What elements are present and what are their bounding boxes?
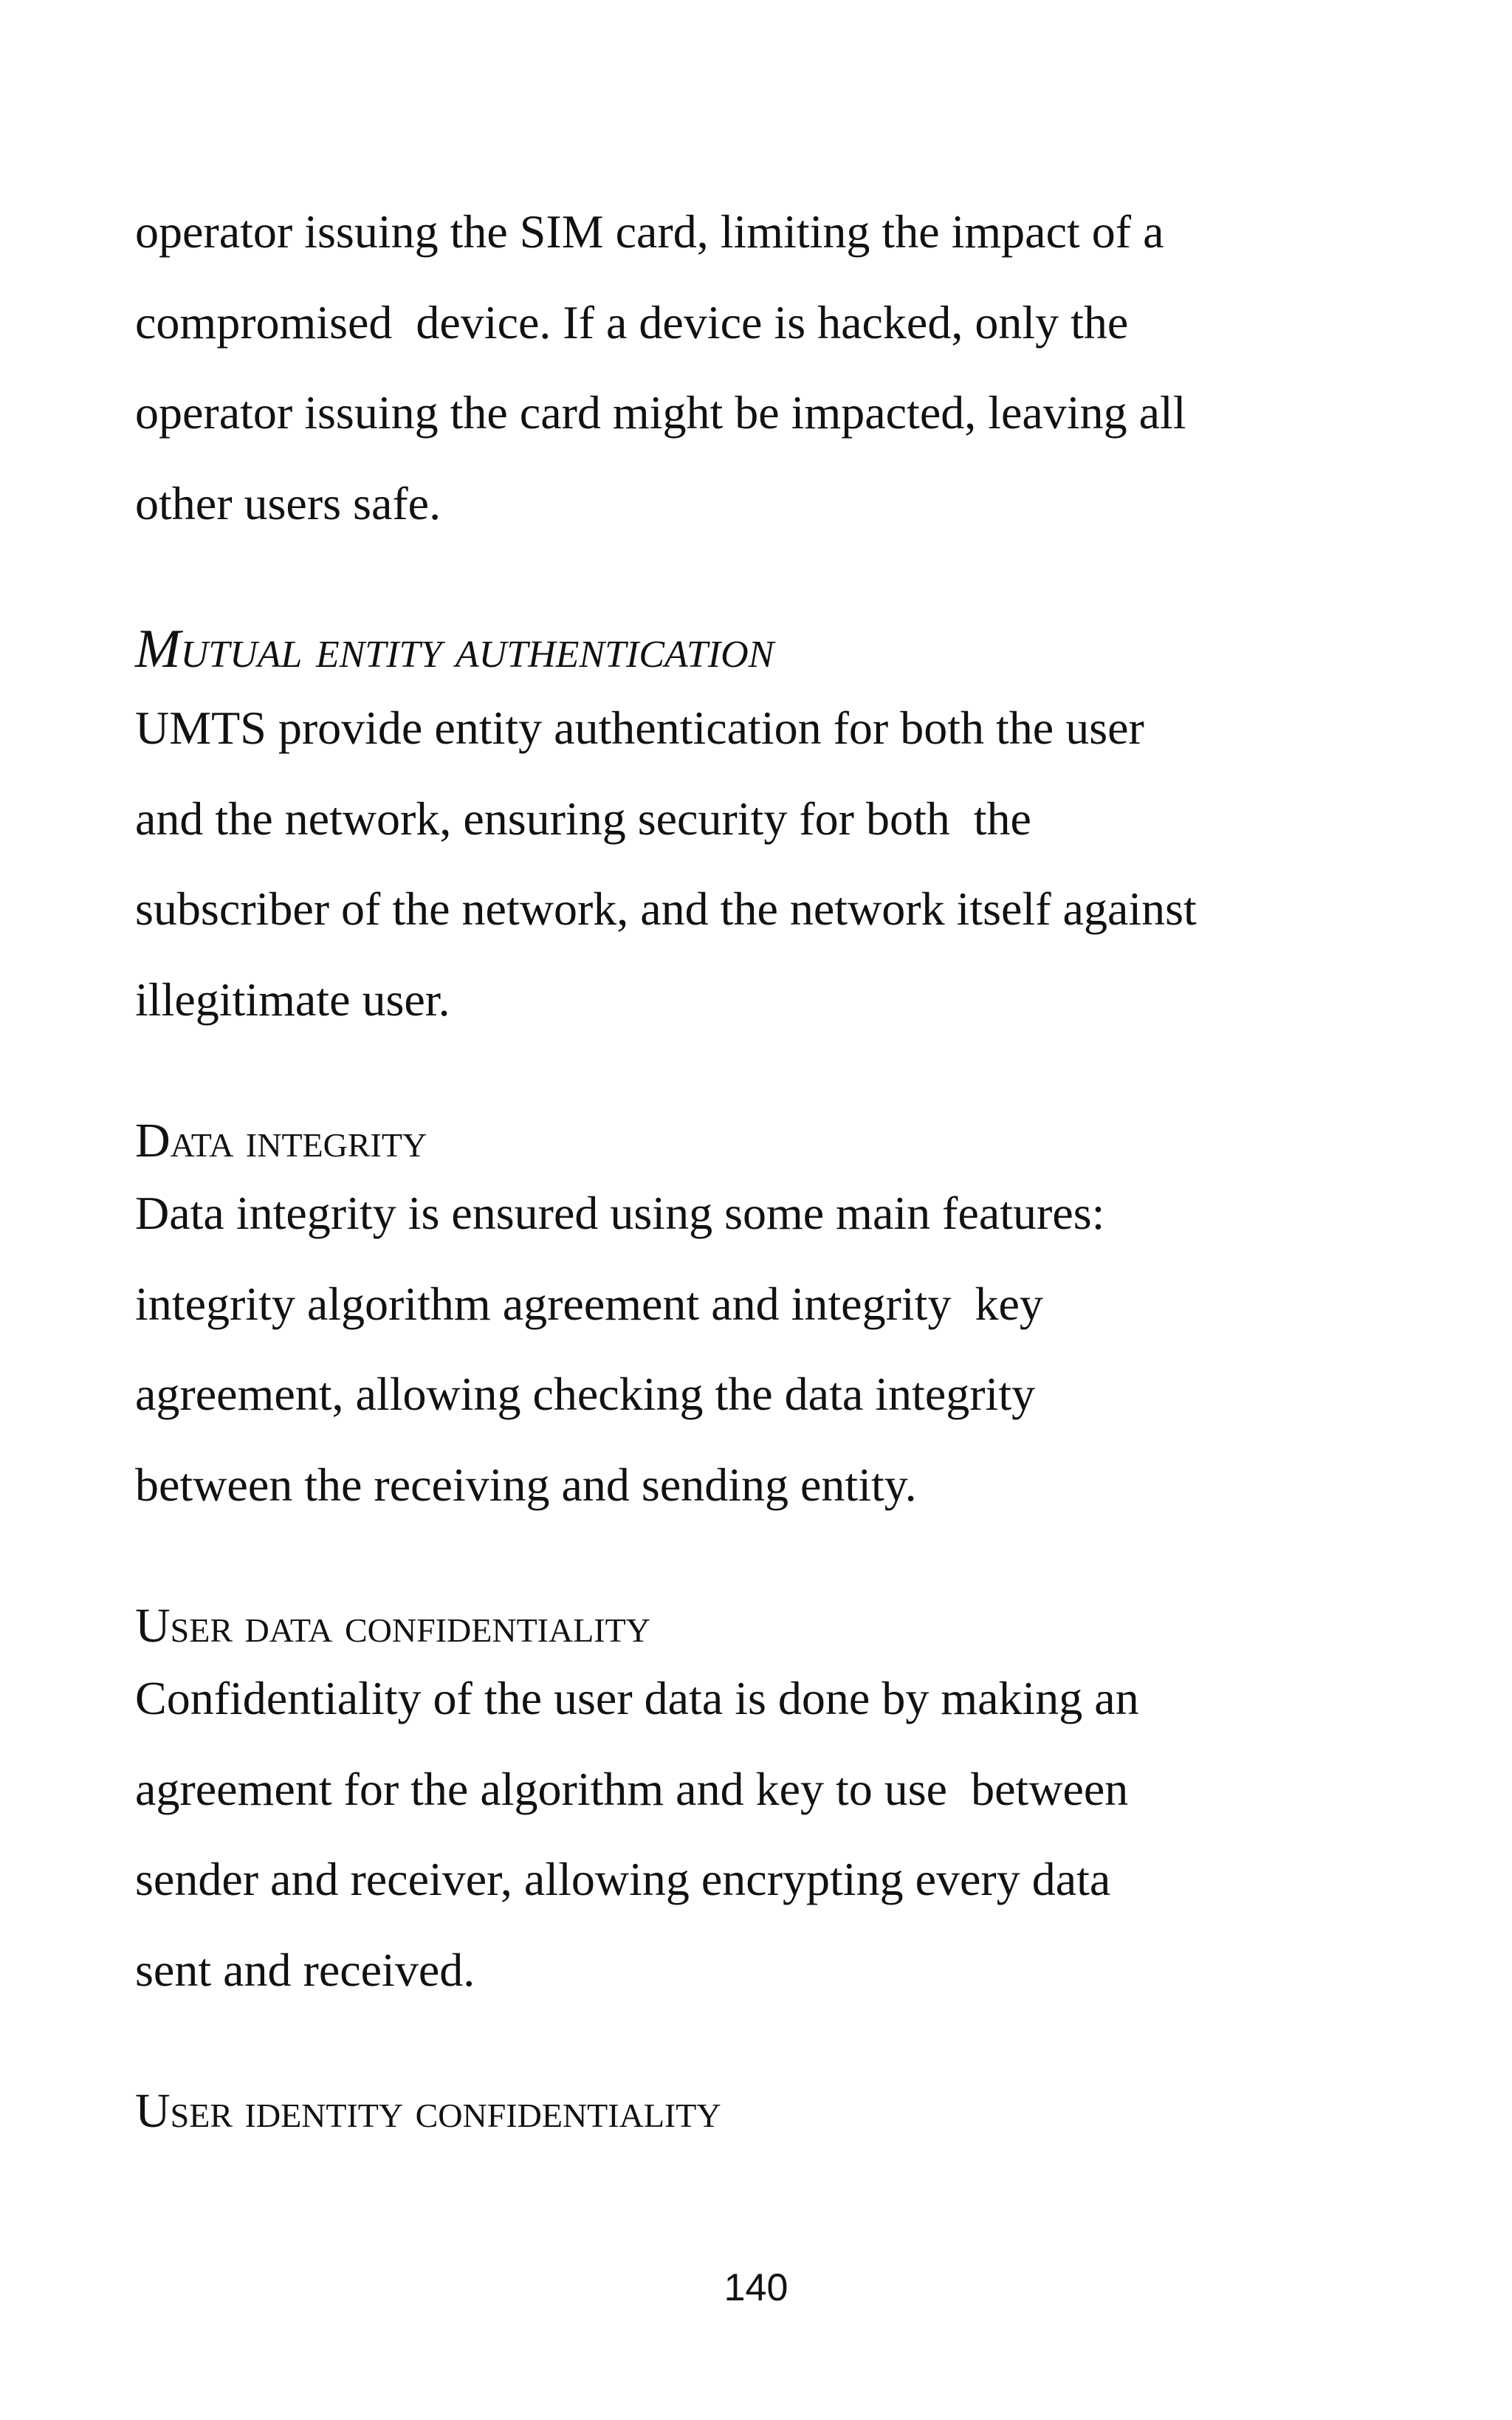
paragraph-mutual-authentication [135, 683, 1405, 1046]
heading-user-data-confidentiality: User data confidentiality [135, 1599, 650, 1653]
text-line: Confidentiality of the user data is done by making an [135, 1672, 1139, 1724]
heading-data-integrity: Data integrity [135, 1114, 427, 1168]
text-line: agreement for the algorithm and key to use between [135, 1762, 1129, 1815]
text-line: compromised device. If a device is hacked, only the [135, 295, 1129, 349]
heading-mutual-entity-authentication: Mutual entity authentication [135, 619, 774, 679]
text-line: operator issuing the card might be impacted, leaving all [135, 386, 1186, 439]
text-line: illegitimate user. [135, 973, 450, 1026]
text-line: operator issuing the SIM card, limiting the impact of a [135, 205, 1164, 258]
text-line: integrity algorithm agreement and integrity key [135, 1277, 1043, 1330]
heading-user-identity-confidentiality: User identity confidentiality [135, 2084, 721, 2138]
text-line: Data integrity is ensured using some main features: [135, 1187, 1105, 1239]
text-line: sender and receiver, allowing encrypting every data [135, 1853, 1111, 1906]
text-line: other users safe. [135, 477, 441, 530]
text-line: subscriber of the network, and the network itself against [135, 882, 1197, 936]
paragraph-sim-card [135, 187, 1405, 549]
page-number: 140 [724, 2266, 788, 2309]
text-line: agreement, allowing checking the data integrity [135, 1368, 1036, 1421]
paragraph-user-data-confidentiality [135, 1653, 1405, 2016]
text-line: UMTS provide entity authentication for both the user [135, 702, 1144, 754]
text-line: between the receiving and sending entity. [135, 1458, 917, 1512]
text-line: and the network, ensuring security for both the [135, 792, 1031, 845]
text-line: sent and received. [135, 1944, 475, 1997]
paragraph-data-integrity [135, 1168, 1405, 1531]
